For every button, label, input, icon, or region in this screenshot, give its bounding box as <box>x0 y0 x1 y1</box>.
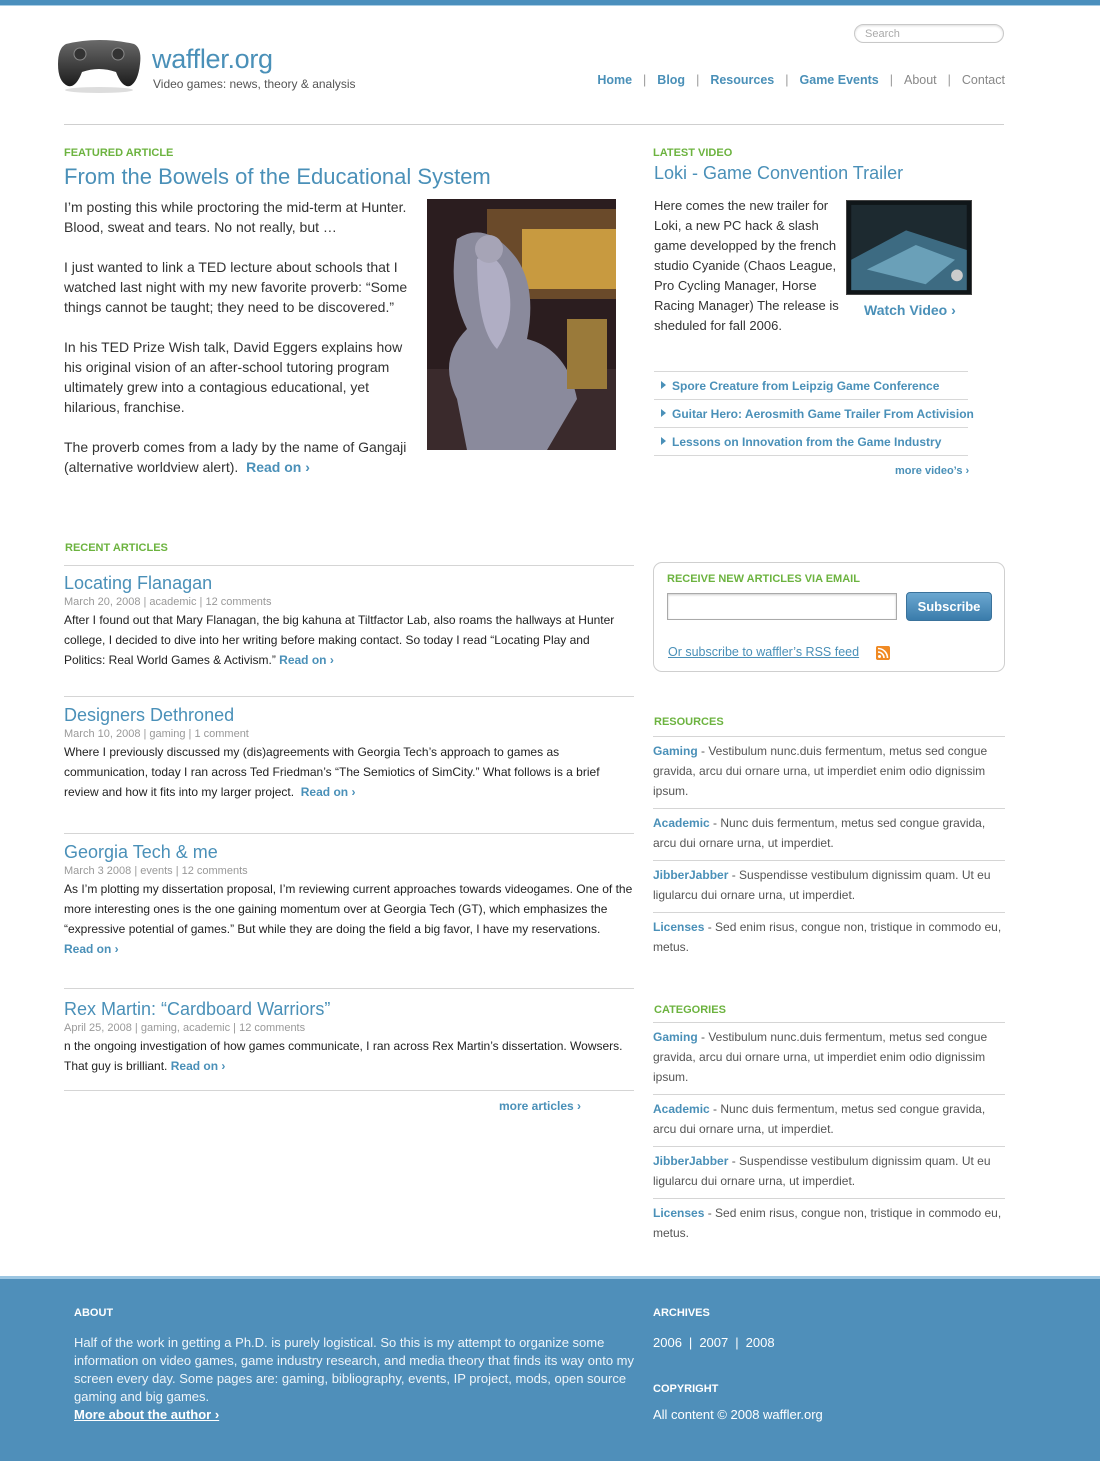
resource-link[interactable]: Licenses <box>653 920 705 934</box>
more-about-author-link[interactable]: More about the author › <box>74 1407 220 1422</box>
archive-separator: | <box>688 1335 693 1350</box>
copyright-text: All content © 2008 waffler.org <box>653 1407 823 1422</box>
more-videos-link[interactable]: more video’s › <box>895 465 970 477</box>
article-title[interactable]: Georgia Tech & me <box>64 842 218 862</box>
site-title[interactable]: waffler.org <box>152 44 273 74</box>
article-item <box>64 566 634 697</box>
resources-list <box>653 736 1005 964</box>
watch-video-link[interactable]: Watch Video › <box>864 302 956 318</box>
article-item <box>64 834 634 989</box>
recent-articles-label: RECENT ARTICLES <box>65 542 168 554</box>
footer-about-text: Half of the work in getting a Ph.D. is purely logistical. So this is my attempt to organize some information on video games, game industry research, and media theory that finds its way onto my screen every day. Some pages are: gaming, bibliography, events, IP project, mods, open source gaming and big games. More about the author › <box>74 1335 635 1422</box>
nav-home[interactable]: Home <box>597 73 633 87</box>
nav-separator: | <box>947 73 951 87</box>
article-excerpt: As I’m plotting my dissertation proposal, I’m reviewing current approaches towards videogames. One of the more interesting ones is the one gaining momentum over at Georgia Tech (GT), which emphasizes the “expressive potential of games.” But while they are doing the field a big favor, I have my reservations. Read on › <box>64 882 633 956</box>
category-item: Gaming - Vestibulum nunc.duis fermentum, metus sed congue gravida, arcu dui ornare urna, ut imperdiet enim odio dignissim ipsum. <box>653 1023 1005 1095</box>
video-list <box>654 371 974 456</box>
featured-paragraph: In his TED Prize Wish talk, David Eggers explains how his original vision of an after-school tutoring program ultimately grew into a contagious educational, yet hilarious, franchise. <box>64 339 403 415</box>
article-title[interactable]: Designers Dethroned <box>64 705 235 725</box>
nav-separator: | <box>643 73 647 87</box>
article-title[interactable]: Rex Martin: “Cardboard Warriors” <box>64 999 331 1019</box>
category-link[interactable]: Licenses <box>653 1206 705 1220</box>
email-field[interactable] <box>667 593 897 620</box>
video-description: Here comes the new trailer for Loki, a new PC hack & slash game developped by the french studio Cyanide (Chaos League, Pro Cycling Manager, Horse Racing Manager) The release is sheduled for fall 2006. <box>654 198 839 333</box>
resources-label: RESOURCES <box>654 716 724 728</box>
nav-resources[interactable]: Resources <box>710 73 775 87</box>
search-input[interactable] <box>854 24 1004 43</box>
top-accent-line <box>0 5 1100 6</box>
nav-separator: | <box>889 73 893 87</box>
archives-list <box>653 1335 775 1350</box>
article-excerpt: n the ongoing investigation of how games communicate, I ran across Rex Martin’s dissertation. Wowsers. That guy is brilliant. Read on › <box>64 1039 623 1073</box>
footer <box>0 1279 1100 1461</box>
video-list-item[interactable]: Lessons on Innovation from the Game Industry <box>654 428 968 456</box>
category-item: Licenses - Sed enim risus, congue non, tristique in commodo eu, metus. <box>653 1206 1002 1240</box>
site-tagline: Video games: news, theory & analysis <box>153 77 356 91</box>
subscribe-button[interactable]: Subscribe <box>906 592 992 621</box>
gamepad-logo-icon[interactable] <box>54 34 144 94</box>
footer-copyright-label: COPYRIGHT <box>653 1383 719 1395</box>
article-meta: March 20, 2008 | academic | 12 comments <box>64 596 272 608</box>
archive-link-2007[interactable]: 2007 <box>699 1335 729 1350</box>
featured-paragraph: The proverb comes from a lady by the name of Gangaji (alternative worldview alert). Read on › <box>64 439 407 475</box>
article-title[interactable]: Locating Flanagan <box>64 573 213 593</box>
nav-contact[interactable]: Contact <box>961 73 1005 87</box>
archive-separator: | <box>735 1335 739 1350</box>
triangle-bullet-icon <box>661 409 666 417</box>
article-read-on-link[interactable]: Read on › <box>279 653 334 667</box>
archive-link-2006[interactable]: 2006 <box>653 1335 682 1350</box>
latest-video-label: LATEST VIDEO <box>653 147 733 159</box>
category-link[interactable]: JibberJabber <box>653 1154 729 1168</box>
categories-list <box>653 1022 1005 1250</box>
article-excerpt: Where I previously discussed my (dis)agreements with Georgia Tech’s approach to games as communication, today I ran across Ted Friedman’s “The Semiotics of SimCity.” What follows is a brief review and how it fits into my larger project. Read on › <box>64 745 600 799</box>
article-meta: April 25, 2008 | gaming, academic | 12 comments <box>64 1022 306 1034</box>
nav-about[interactable]: About <box>903 73 937 87</box>
nav-blog[interactable]: Blog <box>657 73 686 87</box>
article-meta: March 10, 2008 | gaming | 1 comment <box>64 728 249 740</box>
resource-link[interactable]: Academic <box>653 816 710 830</box>
featured-body <box>64 197 419 497</box>
video-list-item[interactable]: Spore Creature from Leipzig Game Conference <box>654 372 968 400</box>
categories-label: CATEGORIES <box>654 1004 726 1016</box>
archive-link-2008[interactable]: 2008 <box>745 1335 775 1350</box>
nav-game-events[interactable]: Game Events <box>799 73 879 87</box>
video-list-item[interactable]: Guitar Hero: Aerosmith Game Trailer From Activision <box>654 400 968 428</box>
featured-read-on-link[interactable]: Read on › <box>246 459 310 475</box>
article-read-on-link[interactable]: Read on › <box>170 1059 226 1073</box>
article-item <box>64 697 634 834</box>
nav-separator: | <box>785 73 789 87</box>
triangle-bullet-icon <box>661 437 666 445</box>
recent-articles-list <box>64 565 634 1091</box>
article-read-on-link[interactable]: Read on › <box>300 785 356 799</box>
category-link[interactable]: Gaming <box>653 1030 698 1044</box>
resource-link[interactable]: JibberJabber <box>653 868 729 882</box>
rss-feed-link[interactable]: Or subscribe to waffler’s RSS feed <box>668 645 860 659</box>
featured-label: FEATURED ARTICLE <box>64 147 174 159</box>
article-item <box>64 989 634 1091</box>
category-item: Academic - Nunc duis fermentum, metus sed congue gravida, arcu dui ornare urna, ut imperdiet. <box>653 1095 1005 1147</box>
article-excerpt: After I found out that Mary Flanagan, the big kahuna at Tiltfactor Lab, also roams the hallways at Hunter college, I decided to dive into her writing before making contact. So today I read “Locating Play and Politics: Real World Games & Activism.” Read on › <box>64 613 615 667</box>
subscribe-label: RECEIVE NEW ARTICLES VIA EMAIL <box>667 573 860 585</box>
footer-about-label: ABOUT <box>74 1307 114 1319</box>
resource-item: Licenses - Sed enim risus, congue non, tristique in commodo eu, metus. <box>653 920 1002 954</box>
resource-item: Gaming - Vestibulum nunc.duis fermentum, metus sed congue gravida, arcu dui ornare urna, ut imperdiet enim odio dignissim ipsum. <box>653 737 1005 809</box>
video-title[interactable]: Loki - Game Convention Trailer <box>654 163 904 183</box>
main-nav <box>597 73 1005 87</box>
featured-paragraph: I just wanted to link a TED lecture about schools that I watched last night with my new favorite proverb: “Some things cannot be taught; they need to be discovered.” <box>64 259 408 315</box>
featured-image[interactable] <box>427 199 616 450</box>
nav-separator: | <box>696 73 700 87</box>
header-divider <box>64 124 1004 125</box>
rss-icon[interactable] <box>876 646 890 660</box>
category-link[interactable]: Academic <box>653 1102 710 1116</box>
footer-archives-label: ARCHIVES <box>653 1307 710 1319</box>
more-articles-link[interactable]: more articles › <box>499 1099 582 1113</box>
triangle-bullet-icon <box>661 381 666 389</box>
featured-title[interactable]: From the Bowels of the Educational System <box>64 164 491 189</box>
category-item: JibberJabber - Suspendisse vestibulum dignissim quam. Ut eu ligularcu dui ornare urna, ut imperdiet. <box>653 1147 1005 1199</box>
article-read-on-link[interactable]: Read on › <box>64 942 119 956</box>
resource-link[interactable]: Gaming <box>653 744 698 758</box>
featured-paragraph: I’m posting this while proctoring the mid-term at Hunter. Blood, sweat and tears. No not really, but … <box>64 199 407 235</box>
resource-item: Academic - Nunc duis fermentum, metus sed congue gravida, arcu dui ornare urna, ut imperdiet. <box>653 809 1005 861</box>
article-meta: March 3 2008 | events | 12 comments <box>64 865 248 877</box>
resource-item: JibberJabber - Suspendisse vestibulum dignissim quam. Ut eu ligularcu dui ornare urna, ut imperdiet. <box>653 861 1005 913</box>
video-thumbnail[interactable] <box>846 200 972 295</box>
